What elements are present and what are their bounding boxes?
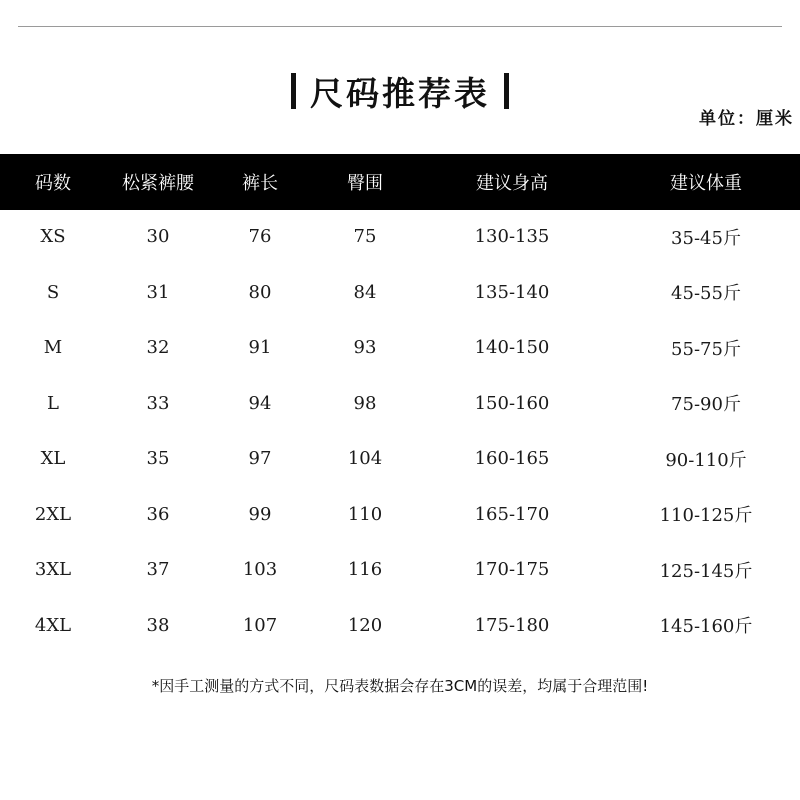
cell-hip: 110: [347, 503, 383, 525]
cell-height: 140-150: [474, 337, 550, 359]
title-left-bar: [291, 73, 296, 109]
cell-height: 160-165: [474, 448, 550, 470]
cell-waist: 33: [146, 392, 170, 414]
page-title: 尺码推荐表: [310, 73, 490, 113]
cell-hip: 84: [353, 281, 377, 303]
top-divider: [18, 26, 782, 27]
cell-height: 165-170: [474, 503, 550, 525]
cell-weight: 145-160斤: [659, 616, 753, 638]
cell-hip: 98: [353, 392, 377, 414]
cell-height: 130-135: [474, 226, 550, 248]
cell-waist: 35: [146, 448, 170, 470]
cell-waist: 38: [146, 614, 170, 636]
cell-height: 170-175: [474, 559, 550, 581]
cell-weight: 75-90斤: [671, 394, 741, 416]
cell-length: 99: [248, 503, 272, 525]
header-height: 建议身高: [476, 173, 548, 194]
cell-size: XL: [40, 448, 66, 470]
cell-weight: 110-125斤: [659, 505, 753, 527]
header-hip: 臀围: [347, 173, 383, 194]
cell-length: 107: [242, 614, 278, 636]
cell-size: M: [43, 337, 63, 359]
table-row: [0, 265, 800, 321]
cell-height: 135-140: [474, 281, 550, 303]
cell-weight: 125-145斤: [659, 560, 753, 582]
cell-length: 103: [242, 559, 278, 581]
header-length: 裤长: [242, 173, 278, 194]
header-size: 码数: [35, 173, 71, 194]
cell-waist: 31: [146, 281, 170, 303]
cell-length: 80: [248, 281, 272, 303]
table-row: [0, 487, 800, 543]
cell-size: 2XL: [34, 503, 72, 525]
cell-size: S: [46, 281, 60, 303]
cell-weight: 45-55斤: [671, 283, 741, 305]
cell-size: XS: [40, 226, 66, 248]
cell-waist: 30: [146, 226, 170, 248]
cell-size: L: [47, 392, 59, 414]
cell-waist: 37: [146, 559, 170, 581]
measurement-note: *因手工测量的方式不同，尺码表数据会存在3CM的误差，均属于合理范围!: [151, 677, 649, 695]
table-row: [0, 431, 800, 487]
header-waist: 松紧裤腰: [122, 173, 194, 194]
table-header: [0, 154, 800, 210]
cell-waist: 36: [146, 503, 170, 525]
cell-length: 94: [248, 392, 272, 414]
cell-length: 97: [248, 448, 272, 470]
cell-hip: 75: [353, 226, 377, 248]
table-row: [0, 376, 800, 432]
cell-weight: 55-75斤: [671, 338, 741, 360]
cell-weight: 90-110斤: [665, 449, 747, 471]
cell-height: 150-160: [474, 392, 550, 414]
cell-hip: 104: [347, 448, 383, 470]
table-row: [0, 598, 800, 654]
cell-length: 91: [248, 337, 272, 359]
header-weight: 建议体重: [670, 173, 742, 194]
table-row: [0, 209, 800, 265]
title-right-bar: [504, 73, 509, 109]
cell-weight: 35-45斤: [671, 227, 741, 249]
cell-waist: 32: [146, 337, 170, 359]
title-block: [0, 64, 800, 118]
cell-size: 3XL: [34, 559, 72, 581]
cell-hip: 116: [347, 559, 383, 581]
table-row: [0, 542, 800, 598]
table-row: [0, 320, 800, 376]
cell-height: 175-180: [474, 614, 550, 636]
cell-hip: 120: [347, 614, 383, 636]
cell-hip: 93: [353, 337, 377, 359]
cell-size: 4XL: [34, 614, 72, 636]
cell-length: 76: [248, 226, 272, 248]
unit-label: 单位：厘米: [699, 109, 794, 129]
table-body: [0, 209, 800, 653]
